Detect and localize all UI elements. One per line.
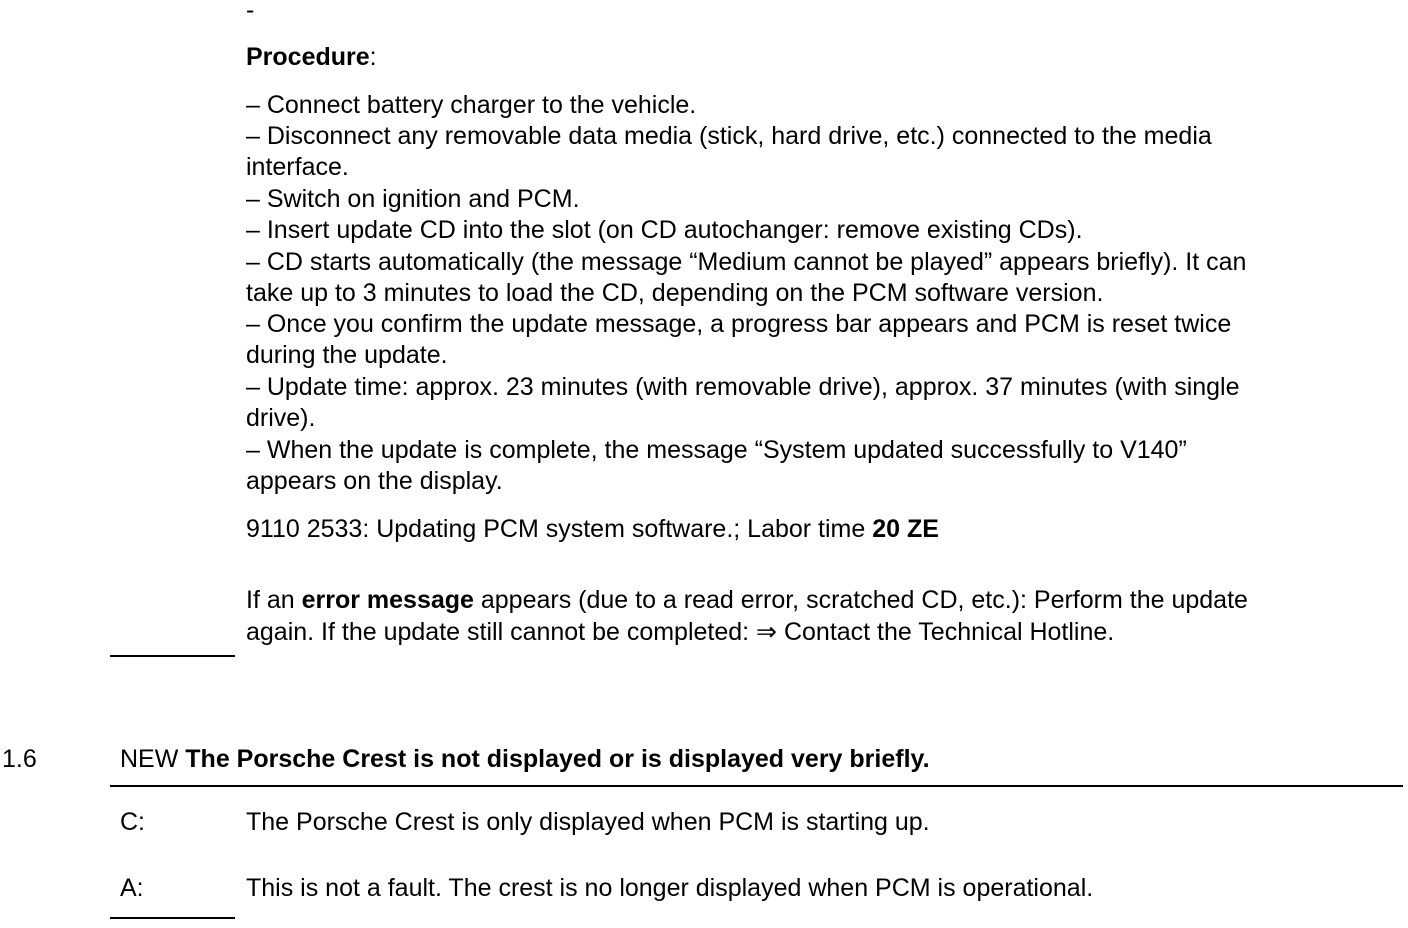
error-note-bold: error message [301,586,474,614]
top-dash: - [246,0,255,24]
procedure-line: – Switch on ignition and PCM. [246,185,580,213]
item-end-rule [110,917,235,919]
section-title-text: The Porsche Crest is not displayed or is displayed very briefly. [185,745,930,773]
procedure-line: – CD starts automatically (the message “Medium cannot be played” appears briefly). It can [246,248,1247,276]
labor-time-text: 9110 2533: Updating PCM system software.; Labor time [246,515,873,543]
procedure-line: take up to 3 minutes to load the CD, depending on the PCM software version. [246,279,1104,307]
procedure-line: – Once you confirm the update message, a progress bar appears and PCM is reset twice [246,310,1232,338]
procedure-heading-label: Procedure [246,43,370,71]
error-note-line-2: again. If the update still cannot be completed: ⇒ Contact the Technical Hotline. [246,618,1115,646]
labor-time-value: 20 ZE [872,515,939,543]
section-title-rule [110,785,1403,787]
procedure-line: – When the update is complete, the message “System updated successfully to V140” [246,436,1187,464]
procedure-heading [246,43,377,72]
procedure-line: – Insert update CD into the slot (on CD autochanger: remove existing CDs). [246,216,1083,244]
error-note-post: appears (due to a read error, scratched CD, etc.): Perform the update [473,586,1248,614]
procedure-line: – Disconnect any removable data media (stick, hard drive, etc.) connected to the media [246,122,1212,150]
error-note-pre: If an [246,586,302,614]
section-number: 1.6 [2,745,37,773]
item-label-c: C: [120,808,145,836]
section-title [120,745,930,774]
note-end-rule [110,655,235,657]
item-text-c: The Porsche Crest is only displayed when PCM is starting up. [246,808,930,836]
procedure-heading-colon: : [369,43,377,71]
procedure-line: during the update. [246,341,448,369]
procedure-line: drive). [246,404,316,432]
procedure-line: interface. [246,153,349,181]
procedure-line: appears on the display. [246,467,503,495]
labor-time [246,515,939,544]
section-new-tag: NEW [120,745,186,773]
procedure-line: – Connect battery charger to the vehicle. [246,91,697,119]
procedure-line: – Update time: approx. 23 minutes (with removable drive), approx. 37 minutes (with single [246,373,1240,401]
item-text-a: This is not a fault. The crest is no longer displayed when PCM is operational. [246,874,1094,902]
item-label-a: A: [120,874,144,902]
error-note-line-1 [246,586,1248,615]
